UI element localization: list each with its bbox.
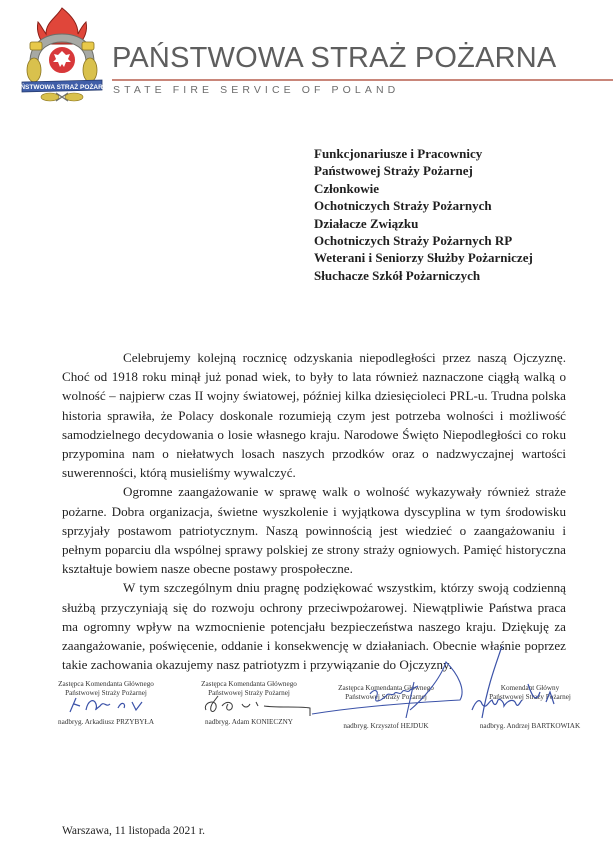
paragraph: Celebrujemy kolejną rocznicę odzyskania niepodległości przez naszą Ojczyznę. Choć od 1918 roku minął już ponad wiek, to były to lata również naznaczone ciągłą walką o wolność – najpierw czas II wojny światowej, później kilka dziesięcioleci PRL-u. Trudna polska historia sprawiła, że Polacy doskonale rozumieją czym jest potrzeba wolności i możliwość samodzielnego decydowania o losie własnego kraju. Narodowe Święto Niepodległości co roku przypomina nam o niełatwych losach naszych przodków oraz o nadzwyczajnej wartości suwerenności, którą musieliśmy wywalczyć.	[62, 350, 566, 481]
signatory-role: Komendant Główny	[500, 684, 560, 692]
handwritten-signature-icon	[310, 660, 480, 718]
addressee-line: Działacze Związku	[314, 215, 419, 231]
letter-body	[62, 348, 566, 674]
addressee-line: Państwowej Straży Pożarnej	[314, 163, 473, 179]
signatory-role: Państwowej Straży Pożarnej	[65, 689, 147, 697]
signatory-role: Zastępca Komendanta Głównego	[58, 680, 154, 688]
addressee-line: Słuchacze Szkół Pożarniczych	[314, 267, 481, 283]
signature-block	[184, 680, 314, 727]
signature-block	[36, 680, 176, 727]
addressee-line: Weterani i Seniorzy Służby Pożarniczej	[314, 250, 533, 266]
addressee-line: Ochotniczych Straży Pożarnych RP	[314, 233, 513, 249]
paragraph: W tym szczególnym dniu pragnę podziękować wszystkim, którzy swoją codzienną służbą przyczyniają się do rozwoju ochrony przeciwpożarowej. Niewątpliwie Państwa praca ma ogromny wpływ na wzmocnienie potencjału bezpieczeństwa naszego kraju. Dziękuję za zaangażowanie, poświęcenie, oddanie i konsekwencję w działaniach. Obecnie właśnie poprzez takie zachowania okazujemy nasz patriotyzm i przywiązanie do Ojczyzny.	[62, 580, 566, 673]
signatory-name: nadbryg. Arkadiusz PRZYBYŁA	[57, 718, 155, 726]
signatory-name: nadbryg. Krzysztof HEJDUK	[343, 722, 429, 730]
paragraph: Ogromne zaangażowanie w sprawę walk o wolność wykazywały również straże pożarne. Dobra organizacja, świetne wyszkolenie i wyjątkowa dyscyplina w tym środowisku sprzyjały postawom patriotycznym. Naszą powinnością jest wiedzieć o zaangażowaniu i pełnym poparciu dla wspólnej sprawy polskiej ze strony straży ogniowych. Pamięć historyczna kształtuje bowiem nasze obecne postawy prospołeczne.	[62, 484, 566, 577]
letterhead-divider	[112, 79, 613, 81]
addressee-block	[314, 145, 533, 284]
handwritten-signature-icon	[458, 644, 578, 720]
signatory-name: nadbryg. Andrzej BARTKOWIAK	[479, 722, 581, 730]
addressee-line: Członkowie	[314, 180, 379, 196]
signature-block	[466, 684, 594, 731]
svg-text:PAŃSTWOWA STRAŻ POŻARNA: PAŃSTWOWA STRAŻ POŻARNA	[16, 84, 108, 91]
signatory-role: Zastępca Komendanta Głównego	[338, 684, 434, 692]
organization-subtitle: STATE FIRE SERVICE OF POLAND	[113, 84, 400, 96]
signatory-role: Państwowej Straży Pożarnej	[345, 693, 427, 701]
signatory-role: Zastępca Komendanta Głównego	[201, 680, 297, 688]
addressee-line: Funkcjonariusze i Pracownicy	[314, 146, 483, 161]
signatory-name: nadbryg. Adam KONIECZNY	[204, 718, 294, 726]
addressee-line: Ochotniczych Straży Pożarnych	[314, 198, 492, 214]
organization-title: PAŃSTWOWA STRAŻ POŻARNA	[112, 42, 557, 74]
handwritten-signature-icon	[66, 694, 156, 716]
fire-service-emblem-icon	[16, 4, 108, 104]
signatory-role: Państwowej Straży Pożarnej	[489, 693, 571, 701]
place-and-date: Warszawa, 11 listopada 2021 r.	[62, 825, 205, 837]
signature-block	[320, 684, 452, 731]
signatory-role: Państwowej Straży Pożarnej	[208, 689, 290, 697]
